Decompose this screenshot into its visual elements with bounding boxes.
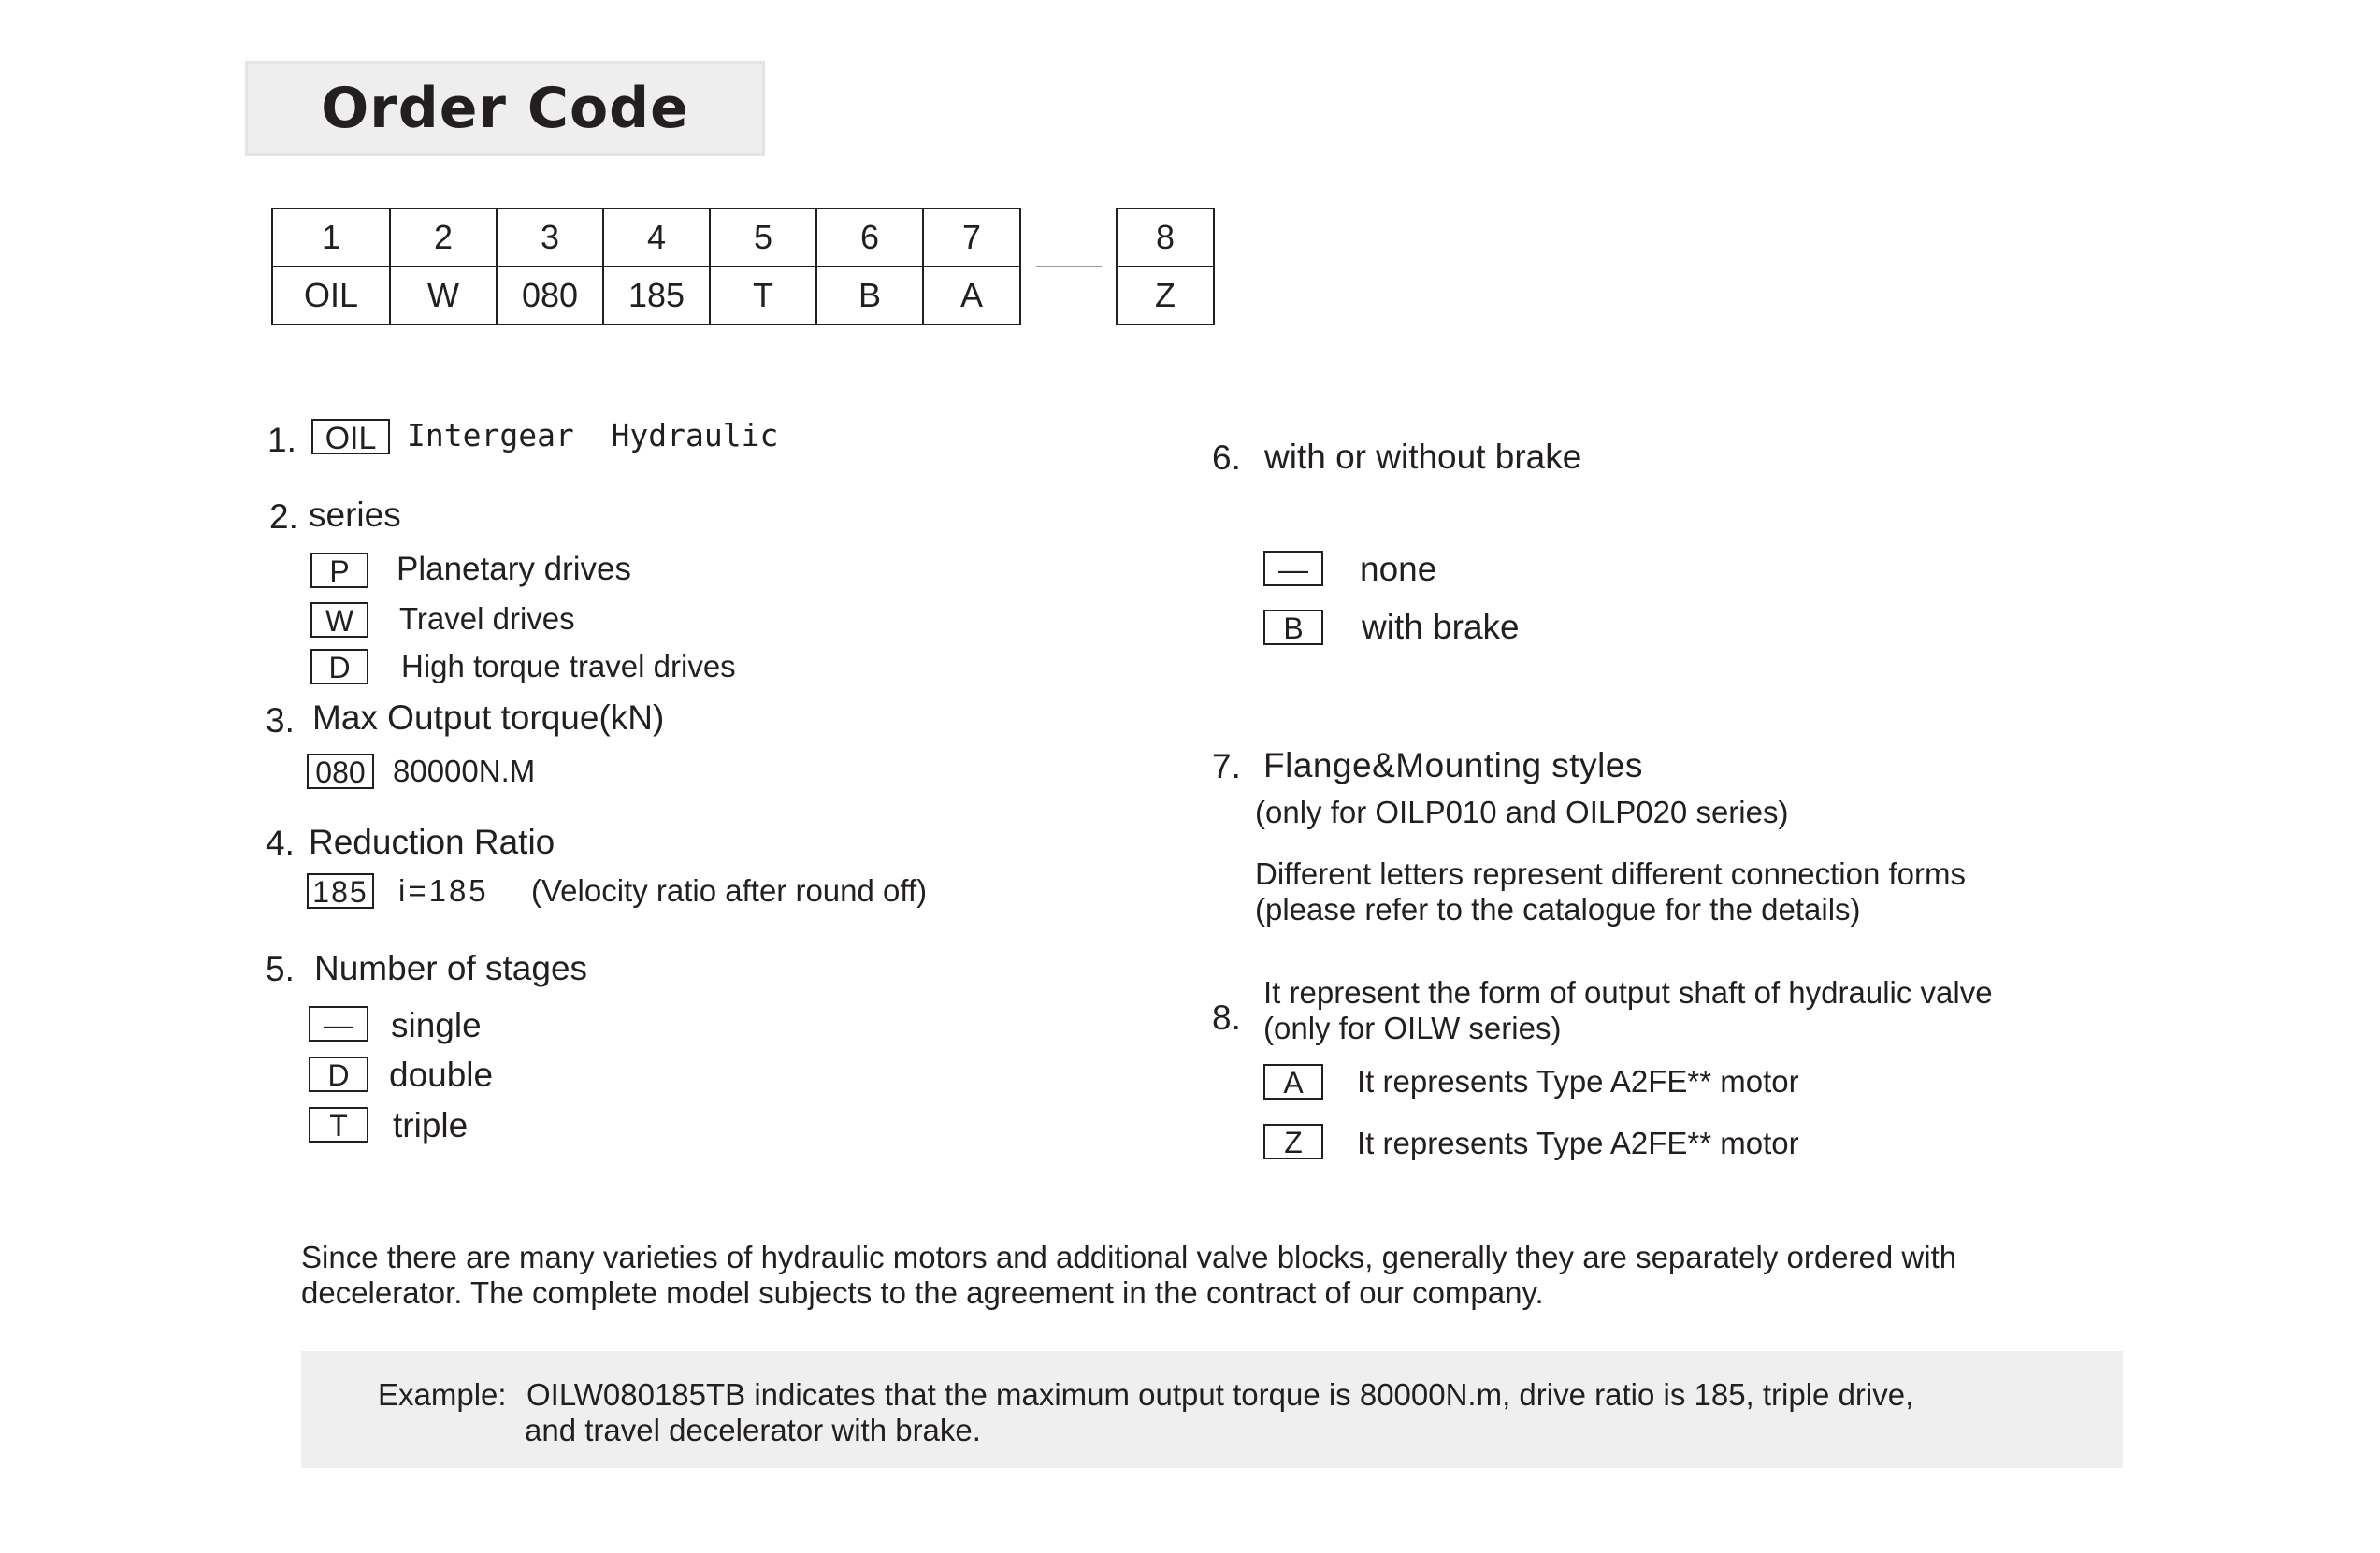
value-cell: Z <box>1117 266 1214 324</box>
position-cell: 1 <box>272 209 390 266</box>
code-box: D <box>309 1057 368 1092</box>
ratio-note: (Velocity ratio after round off) <box>531 873 928 908</box>
value-cell: T <box>710 266 816 324</box>
page-title: Order Code <box>321 76 689 141</box>
section-6-number: 6. <box>1212 439 1241 477</box>
motor-type-label: It represents Type A2FE** motor <box>1357 1064 1799 1099</box>
section-8-line-1: It represent the form of output shaft of hydraulic valve <box>1263 975 1993 1010</box>
position-cell: 4 <box>603 209 710 266</box>
section-4-number: 4. <box>266 824 295 862</box>
position-cell: 7 <box>923 209 1020 266</box>
order-code-table-extra <box>1116 208 1215 325</box>
code-box: OIL <box>311 419 390 454</box>
section-7-subtitle: (only for OILP010 and OILP020 series) <box>1255 795 1789 829</box>
stage-label: double <box>389 1056 494 1094</box>
value-cell: 080 <box>497 266 603 324</box>
brake-option-label: with brake <box>1362 608 1520 646</box>
position-cell: 5 <box>710 209 816 266</box>
section-1-text: Intergear Hydraulic <box>407 417 779 453</box>
note-line-1: Since there are many varieties of hydraulic motors and additional valve blocks, generally they are separately ordered with <box>301 1240 1957 1274</box>
value-cell: OIL <box>272 266 390 324</box>
section-8-number: 8. <box>1212 999 1241 1037</box>
position-cell: 2 <box>390 209 497 266</box>
value-cell: W <box>390 266 497 324</box>
order-code-table <box>271 208 1021 325</box>
series-label: Travel drives <box>399 601 575 636</box>
section-6-title: with or without brake <box>1264 438 1582 476</box>
code-box: A <box>1263 1064 1323 1100</box>
brake-option-label: none <box>1360 550 1437 588</box>
value-row <box>272 266 1020 324</box>
section-3-title: Max Output torque(kN) <box>312 698 665 737</box>
code-separator-line <box>1036 266 1102 267</box>
value-cell: B <box>816 266 923 324</box>
section-7-number: 7. <box>1212 747 1241 785</box>
position-row <box>272 209 1020 266</box>
section-7-line-1: Different letters represent different connection forms <box>1255 856 1966 891</box>
code-box: 185 <box>307 873 374 909</box>
code-box: P <box>310 553 368 588</box>
code-box: Z <box>1263 1124 1323 1159</box>
stage-label: triple <box>393 1106 469 1144</box>
position-cell: 6 <box>816 209 923 266</box>
code-box: W <box>310 602 368 638</box>
position-cell: 3 <box>497 209 603 266</box>
section-4-title: Reduction Ratio <box>309 823 555 861</box>
section-1-number: 1. <box>267 421 296 459</box>
torque-value: 80000N.M <box>393 754 536 788</box>
value-cell: A <box>923 266 1020 324</box>
code-box: T <box>309 1107 368 1143</box>
section-5-title: Number of stages <box>314 949 588 987</box>
section-3-number: 3. <box>266 701 295 740</box>
code-box: B <box>1263 610 1323 645</box>
ratio-value: i=185 <box>398 873 489 908</box>
section-8-line-2: (only for OILW series) <box>1263 1011 1562 1045</box>
position-cell: 8 <box>1117 209 1214 266</box>
note-line-2: decelerator. The complete model subjects to the agreement in the contract of our company. <box>301 1275 1544 1310</box>
code-box: D <box>310 649 368 684</box>
example-label: Example: <box>378 1377 507 1412</box>
example-line-2: and travel decelerator with brake. <box>525 1413 981 1447</box>
stage-label: single <box>391 1006 482 1044</box>
section-2-number: 2. <box>269 497 298 536</box>
series-label: High torque travel drives <box>401 649 736 683</box>
section-7-line-2: (please refer to the catalogue for the details) <box>1255 892 1861 927</box>
code-box: — <box>309 1006 368 1042</box>
code-box: — <box>1263 551 1323 586</box>
section-2-title: series <box>309 496 401 534</box>
title-box <box>245 61 765 156</box>
motor-type-label: It represents Type A2FE** motor <box>1357 1126 1799 1160</box>
example-line-1: OILW080185TB indicates that the maximum output torque is 80000N.m, drive ratio is 185, triple drive, <box>526 1377 1914 1412</box>
section-7-title: Flange&Mounting styles <box>1263 746 1643 784</box>
code-box: 080 <box>307 754 374 789</box>
value-cell: 185 <box>603 266 710 324</box>
section-5-number: 5. <box>266 950 295 988</box>
series-label: Planetary drives <box>397 551 631 587</box>
